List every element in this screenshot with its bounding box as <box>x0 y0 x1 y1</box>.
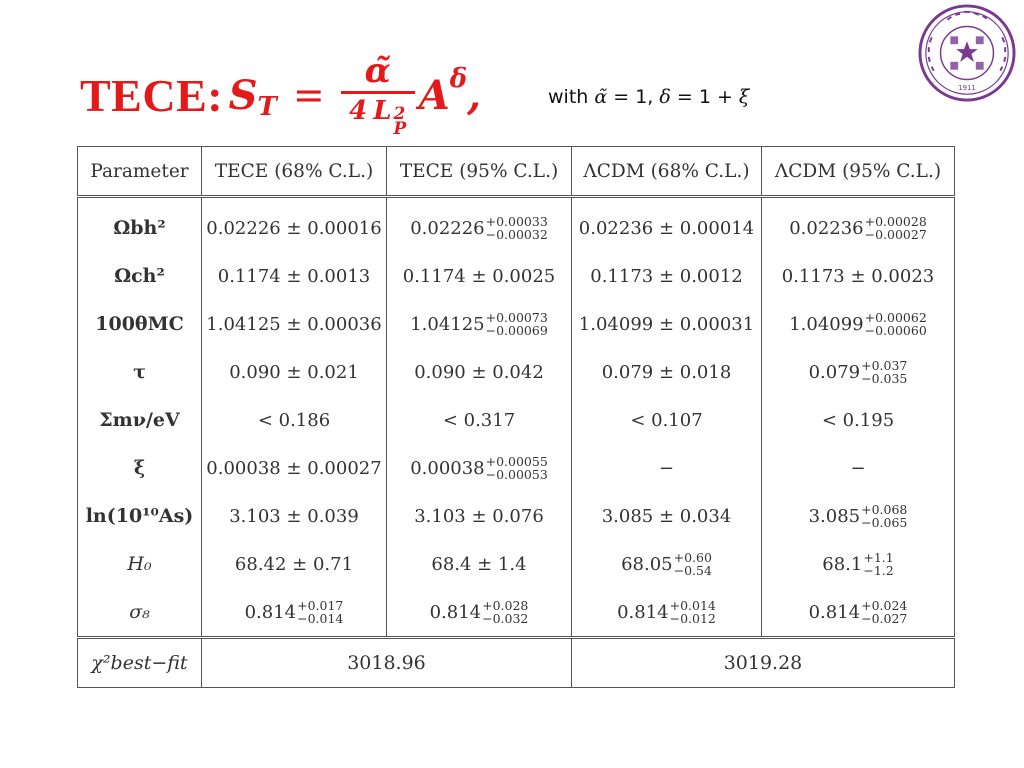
parameter-name: H₀ <box>78 540 202 588</box>
value <box>809 503 908 529</box>
value-main: 3.085 <box>808 505 861 527</box>
error-upper: +0.014 <box>669 598 716 613</box>
parameter-name: ξ <box>78 444 202 492</box>
value-main: 0.079 <box>808 361 861 383</box>
value-main: 1.04099 ± 0.00031 <box>578 313 755 335</box>
title-a-exponent: δ <box>449 64 468 94</box>
value <box>410 455 548 481</box>
error-lower: −1.2 <box>863 563 894 578</box>
table-header <box>78 147 955 197</box>
parameter-name: τ <box>78 348 202 396</box>
value <box>602 362 732 383</box>
error-lower: −0.00032 <box>485 227 548 242</box>
value <box>809 599 908 625</box>
value-main: 1.04099 <box>789 313 864 335</box>
table-row <box>78 197 955 253</box>
value-main: 3.103 ± 0.076 <box>414 505 544 527</box>
value <box>410 311 548 337</box>
header-column-3: ΛCDM (68% C.L.) <box>572 147 762 197</box>
value-main: 0.1174 ± 0.0013 <box>217 265 371 287</box>
value-main: 0.00038 <box>410 457 485 479</box>
condition-delta-rest: = 1 + <box>670 86 739 108</box>
header-parameter: Parameter <box>78 147 202 197</box>
value <box>822 410 894 431</box>
parameter-name: Ωbh² <box>78 197 202 253</box>
title-word: TECE <box>80 69 208 121</box>
error-lower: −0.54 <box>673 563 712 578</box>
university-seal-icon <box>918 4 1016 102</box>
value-cell <box>202 492 387 540</box>
title-a-symbol: A <box>418 71 450 119</box>
value <box>206 314 381 335</box>
value <box>410 215 548 241</box>
asymmetric-error <box>863 551 893 577</box>
value-cell <box>202 197 387 253</box>
value-cell <box>387 588 572 638</box>
value-cell <box>202 348 387 396</box>
value <box>789 311 927 337</box>
value <box>245 599 344 625</box>
value-cell <box>762 252 955 300</box>
error-upper: +0.024 <box>861 598 908 613</box>
value-main: 0.1173 ± 0.0023 <box>781 265 935 287</box>
chi-squared-lcdm: 3019.28 <box>572 638 955 688</box>
value-cell <box>387 396 572 444</box>
error-upper: +0.068 <box>861 502 908 517</box>
value-cell <box>202 252 387 300</box>
table-row <box>78 492 955 540</box>
value-main: 0.814 <box>808 601 861 623</box>
value-cell <box>572 348 762 396</box>
parameter-name: Ωch² <box>78 252 202 300</box>
header-column-1: TECE (68% C.L.) <box>202 147 387 197</box>
header-column-2: TECE (95% C.L.) <box>387 147 572 197</box>
value <box>579 218 754 239</box>
denominator-coefficient: 4 <box>349 96 368 126</box>
value-main: 1.04125 <box>410 313 485 335</box>
table-row <box>78 444 955 492</box>
value <box>621 551 712 577</box>
parameter-name: σ₈ <box>78 588 202 638</box>
table-row <box>78 540 955 588</box>
value-main: 0.02226 ± 0.00016 <box>206 217 382 239</box>
value <box>602 506 732 527</box>
fraction-bar <box>341 91 415 94</box>
parameter-name: 100θMC <box>78 300 202 348</box>
value-cell <box>572 396 762 444</box>
asymmetric-error <box>486 455 548 481</box>
value <box>229 506 359 527</box>
value-main: 0.090 ± 0.021 <box>229 361 359 383</box>
parameter-name: ln(10¹⁰As) <box>78 492 202 540</box>
value-main: 68.42 ± 0.71 <box>234 553 354 575</box>
table-footer <box>78 638 955 688</box>
value-main: 0.814 <box>617 601 669 623</box>
denominator-sup: 2 <box>393 104 406 124</box>
fraction-denominator <box>349 96 406 137</box>
table-row <box>78 300 955 348</box>
value <box>206 458 381 479</box>
value-cell <box>202 300 387 348</box>
error-upper: +0.00028 <box>864 214 927 229</box>
value <box>809 359 908 385</box>
value-main: − <box>850 457 866 479</box>
asymmetric-error <box>482 599 528 625</box>
value <box>258 410 330 431</box>
value-main: 0.00038 ± 0.00027 <box>206 457 382 479</box>
asymmetric-error <box>670 599 716 625</box>
value <box>579 314 754 335</box>
value-cell <box>762 197 955 253</box>
value-main: 0.814 <box>244 601 297 623</box>
value-main: < 0.317 <box>442 409 516 431</box>
error-upper: +1.1 <box>863 550 894 565</box>
value-main: < 0.186 <box>257 409 331 431</box>
value <box>630 410 702 431</box>
value-cell <box>202 396 387 444</box>
value <box>431 554 526 575</box>
asymmetric-error <box>865 215 927 241</box>
value-main: 0.02236 <box>789 217 864 239</box>
title-comma: , <box>467 71 482 119</box>
value <box>430 599 529 625</box>
error-upper: +0.017 <box>297 598 344 613</box>
value-main: 0.090 ± 0.042 <box>414 361 544 383</box>
value-cell <box>572 197 762 253</box>
condition-alpha-rest: = 1, <box>607 86 660 108</box>
asymmetric-error <box>486 215 548 241</box>
value-main: 3.103 ± 0.039 <box>229 505 359 527</box>
asymmetric-error <box>865 311 927 337</box>
value-cell <box>762 444 955 492</box>
value <box>414 506 544 527</box>
value-main: 0.814 <box>429 601 482 623</box>
title-equals: = <box>292 73 325 117</box>
chi-squared-tece: 3018.96 <box>202 638 572 688</box>
value-cell <box>572 588 762 638</box>
title-s-symbol: S <box>228 71 258 119</box>
value-main: < 0.195 <box>821 409 895 431</box>
value-main: 3.085 ± 0.034 <box>601 505 732 527</box>
value-cell <box>762 300 955 348</box>
denominator-sub: P <box>393 119 407 139</box>
error-lower: −0.065 <box>861 515 908 530</box>
value <box>218 266 371 287</box>
value <box>617 599 716 625</box>
value-main: 0.1174 ± 0.0025 <box>402 265 556 287</box>
error-lower: −0.014 <box>297 611 344 626</box>
value-cell <box>762 492 955 540</box>
condition-with: with <box>548 86 589 108</box>
error-lower: −0.032 <box>482 611 529 626</box>
value-cell <box>202 588 387 638</box>
asymmetric-error <box>861 359 907 385</box>
value-cell <box>387 300 572 348</box>
error-upper: +0.00073 <box>485 310 548 325</box>
value-cell <box>762 588 955 638</box>
asymmetric-error <box>861 503 907 529</box>
chi-squared-text: χ²best−fit <box>91 652 188 674</box>
title-colon: : <box>207 69 223 121</box>
value <box>590 266 743 287</box>
value <box>789 215 927 241</box>
value-main: 1.04125 ± 0.00036 <box>206 313 382 335</box>
value <box>850 458 865 479</box>
table-row <box>78 396 955 444</box>
value <box>206 218 381 239</box>
condition-delta: δ <box>659 86 671 108</box>
chi-squared-label <box>78 638 202 688</box>
value-cell <box>572 252 762 300</box>
value-cell <box>572 444 762 492</box>
value-main: 0.02236 ± 0.00014 <box>578 217 755 239</box>
value <box>414 362 544 383</box>
value-cell <box>387 252 572 300</box>
parameter-table <box>77 146 955 688</box>
error-upper: +0.037 <box>861 358 908 373</box>
fraction-numerator: α̃ <box>364 51 391 91</box>
value-cell <box>387 444 572 492</box>
value <box>443 410 515 431</box>
slide-title <box>80 50 481 140</box>
error-upper: +0.60 <box>673 550 712 565</box>
table-body <box>78 197 955 638</box>
value-cell <box>572 492 762 540</box>
title-s-subscript: T <box>257 92 277 122</box>
title-fraction <box>341 53 415 137</box>
value-cell <box>572 540 762 588</box>
value-cell <box>202 444 387 492</box>
error-upper: +0.00055 <box>485 454 548 469</box>
value-cell <box>762 348 955 396</box>
condition-text <box>548 86 749 108</box>
error-upper: +0.00033 <box>485 214 548 229</box>
value-main: 0.02226 <box>410 217 485 239</box>
value <box>822 551 893 577</box>
error-lower: −0.00053 <box>485 467 548 482</box>
seal-year: 1911 <box>958 84 976 93</box>
value-main: 68.1 <box>822 553 863 575</box>
value-cell <box>387 197 572 253</box>
value-main: 0.079 ± 0.018 <box>601 361 732 383</box>
table-header-row <box>78 147 955 197</box>
value-main: − <box>658 457 675 479</box>
value-cell <box>762 540 955 588</box>
error-lower: −0.00027 <box>864 227 927 242</box>
value-cell <box>202 540 387 588</box>
value-main: 68.05 <box>621 553 673 575</box>
value-cell <box>762 396 955 444</box>
value-cell <box>387 348 572 396</box>
value-cell <box>387 492 572 540</box>
value-main: 68.4 ± 1.4 <box>431 553 527 575</box>
value <box>235 554 353 575</box>
header-column-4: ΛCDM (95% C.L.) <box>762 147 955 197</box>
asymmetric-error <box>486 311 548 337</box>
error-upper: +0.00062 <box>864 310 927 325</box>
denominator-l: L <box>373 96 392 126</box>
asymmetric-error <box>861 599 907 625</box>
table-row <box>78 348 955 396</box>
value-cell <box>387 540 572 588</box>
table-row <box>78 588 955 638</box>
value <box>403 266 556 287</box>
denominator-subsup <box>393 104 407 139</box>
error-lower: −0.00060 <box>864 323 927 338</box>
error-upper: +0.028 <box>482 598 529 613</box>
asymmetric-error <box>674 551 712 577</box>
condition-alpha: α̃ <box>594 86 608 108</box>
value-main: 0.1173 ± 0.0012 <box>590 265 743 287</box>
value <box>229 362 359 383</box>
error-lower: −0.00069 <box>485 323 548 338</box>
value <box>659 458 674 479</box>
chi-squared-row <box>78 638 955 688</box>
value <box>782 266 935 287</box>
value-cell <box>572 300 762 348</box>
condition-xi: ξ <box>738 86 750 108</box>
error-lower: −0.027 <box>861 611 908 626</box>
error-lower: −0.035 <box>861 371 908 386</box>
table-row <box>78 252 955 300</box>
parameter-name: Σmν/eV <box>78 396 202 444</box>
value-main: < 0.107 <box>630 409 703 431</box>
error-lower: −0.012 <box>669 611 716 626</box>
asymmetric-error <box>297 599 343 625</box>
